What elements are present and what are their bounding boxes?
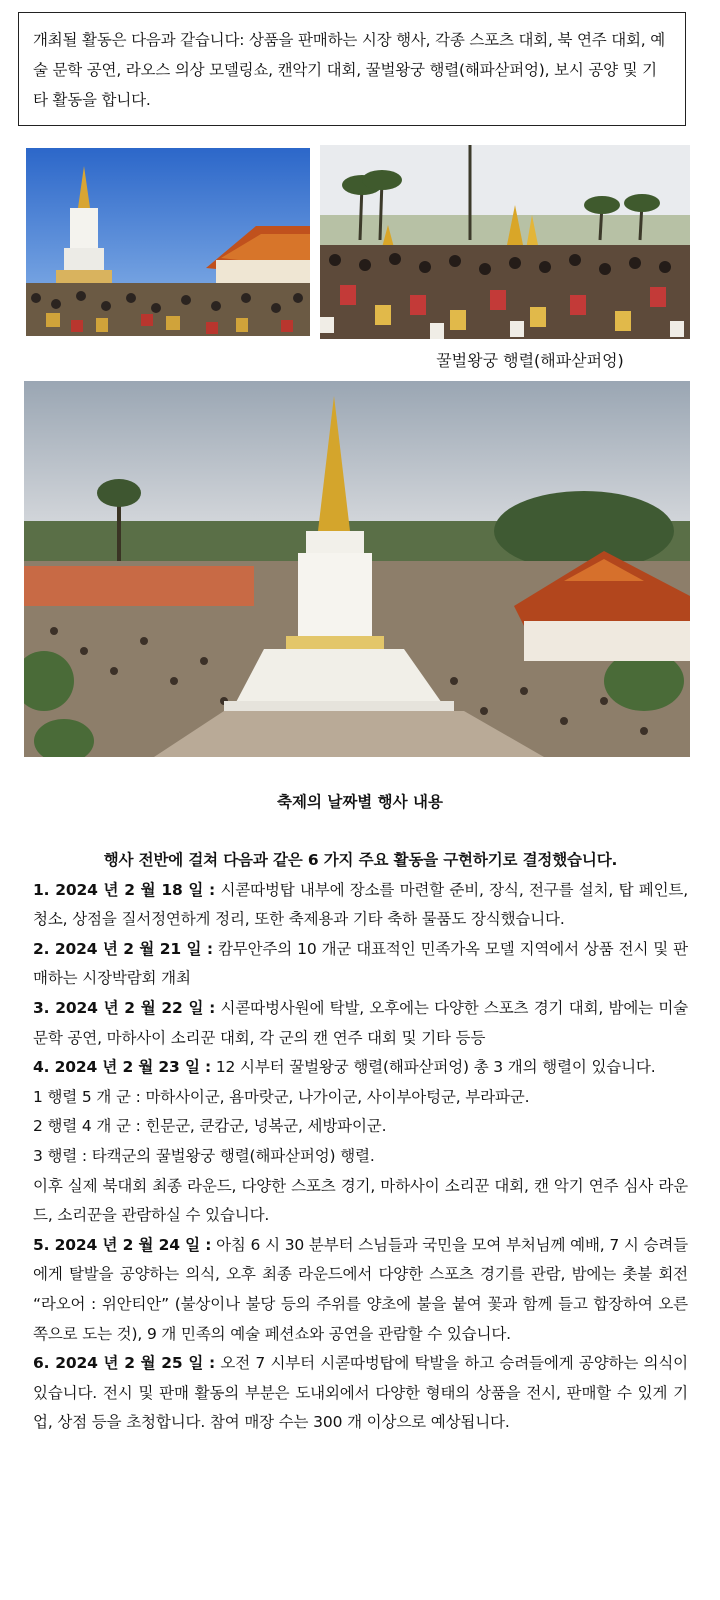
schedule-date: 1. 2024 년 2 월 18 일 : <box>33 880 216 899</box>
intro-text: 개최될 활동은 다음과 같습니다: 상품을 판매하는 시장 행사, 각종 스포츠 대회, 북 연주 대회, 예술 문학 공연, 라오스 의상 모델링쇼, 캔악기 대회, 꿀벌왕궁 행렬(해파삳퍼엉), 보시 공양 및 기타 활동을 합니다. <box>33 31 665 109</box>
schedule-text: 12 시부터 꿀벌왕궁 행렬(해파삳퍼엉) 총 3 개의 행렬이 있습니다. <box>211 1058 656 1077</box>
schedule-item <box>33 935 688 994</box>
stupa-photo-left <box>26 148 310 336</box>
schedule-content <box>33 846 688 1438</box>
procession-line: 2 행렬 4 개 군 : 힌문군, 쿤캄군, 넝복군, 세방파이군. <box>33 1117 387 1136</box>
schedule-text: 시콛따벙사원에 탁발, 오후에는 다양한 스포츠 경기 대회, 밤에는 미술문학 공연, 마하사이 소리꾼 대회, 각 군의 캔 연주 대회 및 기타 등등 <box>33 998 689 1047</box>
procession-photo <box>320 145 690 339</box>
schedule-item <box>33 876 688 935</box>
schedule-date: 6. 2024 년 2 월 25 일 : <box>33 1354 216 1373</box>
schedule-text: 오전 7 시부터 시콛따벙탑에 탁발을 하고 승려들에게 공양하는 의식이 있습니다. 전시 및 판매 활동의 부분은 도내외에서 다양한 형태의 상품을 전시, 판매할 수 있게 기업, 상점 등을 초청합니다. 참여 매장 수는 300 개 이상으로 예상됩니다. <box>33 1354 688 1432</box>
section-lead: 행사 전반에 걸쳐 다음과 같은 6 가지 주요 활동을 구현하기로 결정했습니다. <box>103 851 618 869</box>
schedule-date: 3. 2024 년 2 월 22 일 : <box>33 998 216 1017</box>
schedule-item <box>33 994 688 1053</box>
schedule-item <box>33 1231 688 1349</box>
schedule-date: 5. 2024 년 2 월 24 일 : <box>33 1235 212 1254</box>
section-title: 축제의 날짜별 행사 내용 <box>277 793 443 811</box>
photo-caption: 꿀벌왕궁 행렬(해파삳퍼엉) <box>436 351 624 370</box>
intro-text-box <box>18 12 686 126</box>
schedule-text: 캄무안주의 10 개군 대표적인 민족가옥 모델 지역에서 상품 전시 및 판매하는 시장박람회 개최 <box>33 939 688 988</box>
stupa-aerial-photo <box>24 381 690 757</box>
procession-line: 3 행렬 : 타캑군의 꿀벌왕궁 행렬(해파삳퍼엉) 행렬. <box>33 1146 375 1165</box>
schedule-date: 4. 2024 년 2 월 23 일 : <box>33 1058 212 1077</box>
schedule-date: 2. 2024 년 2 월 21 일 : <box>33 939 213 958</box>
schedule-text: 아침 6 시 30 분부터 스님들과 국민을 모여 부처님께 예배, 7 시 승려들에게 탈발을 공양하는 의식, 오후 최종 라운드에서 다양한 스포츠 경기를 관람, 밤에는 촛불 회전 “라오어 : 위안티안” (불상이나 불당 등의 주위를 양초에 불을 붙여 꽃과 함께 들고 합장하여 오른쪽으로 도는 것), 9 개 민족의 예술 페션쇼와 공연을 관람할 수 있습니다. <box>33 1235 688 1343</box>
procession-line: 1 행렬 5 개 군 : 마하사이군, 욤마랏군, 나가이군, 사이부아텅군, 부라파군. <box>33 1087 530 1106</box>
schedule-text: 시콛따벙탑 내부에 장소를 마련할 준비, 장식, 전구를 설치, 탑 페인트, 청소, 상점을 질서정연하게 정리, 또한 축제용과 기타 축하 물품도 장식했습니다. <box>33 880 688 929</box>
schedule-item <box>33 1349 688 1438</box>
after-text: 이후 실제 북대회 최종 라운드, 다양한 스포츠 경기, 마하사이 소리꾼 대회, 캔 악기 연주 심사 라운드, 소리꾼을 관람하실 수 있습니다. <box>33 1176 688 1225</box>
schedule-item <box>33 1053 688 1083</box>
